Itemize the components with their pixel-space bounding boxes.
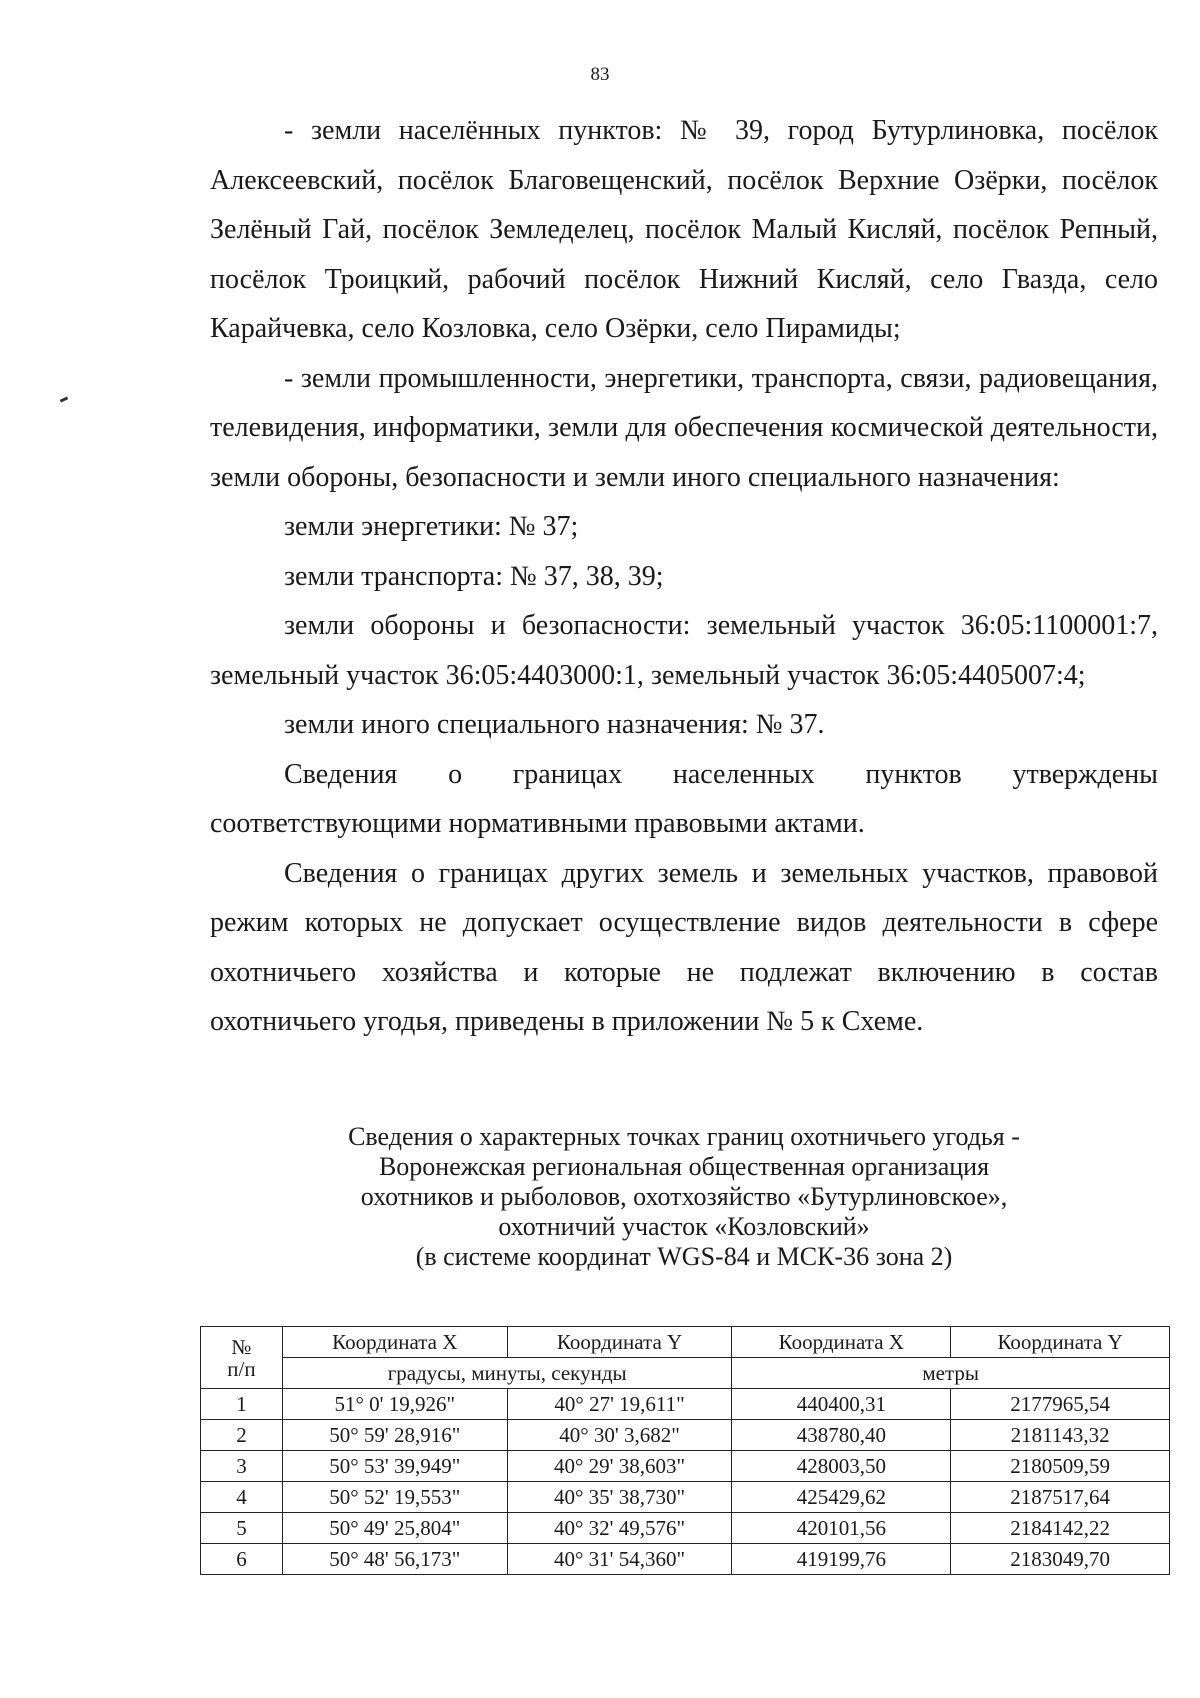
header-number-sublabel: п/п: [227, 1356, 256, 1381]
table-title: [210, 1122, 1158, 1272]
body-text: [210, 106, 1158, 1047]
y-meters: 2183049,70: [951, 1544, 1170, 1575]
header-x-meters: Координата X: [732, 1327, 951, 1358]
y-meters: 2187517,64: [951, 1482, 1170, 1513]
table-title-line: (в системе координат WGS-84 и МСК-36 зона 2): [415, 1242, 953, 1271]
point-number: 1: [201, 1389, 283, 1420]
y-meters: 2181143,32: [951, 1420, 1170, 1451]
y-degrees: 40° 29' 38,603": [507, 1451, 732, 1482]
table-title-line: Сведения о характерных точках границ охотничьего угодья -: [348, 1122, 1020, 1151]
x-degrees: 50° 52' 19,553": [282, 1482, 507, 1513]
header-y-meters: Координата Y: [951, 1327, 1170, 1358]
table-row: [201, 1544, 1170, 1575]
table-row: [201, 1513, 1170, 1544]
x-meters: 425429,62: [732, 1482, 951, 1513]
table-row: [201, 1451, 1170, 1482]
table-row: [201, 1482, 1170, 1513]
y-degrees: 40° 31' 54,360": [507, 1544, 732, 1575]
point-number: 5: [201, 1513, 283, 1544]
y-meters: 2180509,59: [951, 1451, 1170, 1482]
table-title-line: охотников и рыболовов, охотхозяйство «Бутурлиновское»,: [360, 1182, 1008, 1211]
x-meters: 419199,76: [732, 1544, 951, 1575]
paragraph-energy-lands: земли энергетики: № 37;: [284, 511, 579, 542]
y-degrees: 40° 35' 38,730": [507, 1482, 732, 1513]
table-row: [201, 1420, 1170, 1451]
paragraph-settlement-borders: Сведения о границах населенных пунктов утверждены соответствующими нормативными правовыми актами.: [210, 758, 1158, 839]
point-number: 4: [201, 1482, 283, 1513]
y-degrees: 40° 30' 3,682": [507, 1420, 732, 1451]
x-degrees: 50° 53' 39,949": [282, 1451, 507, 1482]
table-units-row: [201, 1358, 1170, 1389]
x-degrees: 51° 0' 19,926": [282, 1389, 507, 1420]
y-degrees: 40° 27' 19,611": [507, 1389, 732, 1420]
x-degrees: 50° 49' 25,804": [282, 1513, 507, 1544]
y-degrees: 40° 32' 49,576": [507, 1513, 732, 1544]
x-degrees: 50° 59' 28,916": [282, 1420, 507, 1451]
x-meters: 428003,50: [732, 1451, 951, 1482]
table-title-line: охотничий участок «Козловский»: [498, 1212, 870, 1241]
point-number: 3: [201, 1451, 283, 1482]
table-title-line: Воронежская региональная общественная организация: [378, 1152, 990, 1181]
page-number: 83: [590, 64, 610, 85]
point-number: 2: [201, 1420, 283, 1451]
table-header-row: [201, 1327, 1170, 1358]
paragraph-defense-lands: земли обороны и безопасности: земельный участок 36:05:1100001:7, земельный участок 36:05:4403000:1, земельный участок 36:05:4405007:4;: [210, 610, 1158, 691]
stray-mark: [60, 396, 69, 402]
paragraph-settlement-lands: - земли населённых пунктов: № 39, город Бутурлиновка, посёлок Алексеевский, посёлок Благовещенский, посёлок Верхние Озёрки, посёлок Зелёный Гай, посёлок Земледелец, посёлок Малый Кисляй, посёлок Репный, посёлок Троицкий, рабочий посёлок Нижний Кисляй, село Гвазда, село Карайчевка, село Козловка, село Озёрки, село Пирамиды;: [210, 115, 1158, 344]
x-meters: 420101,56: [732, 1513, 951, 1544]
header-number-label: №: [231, 1334, 252, 1359]
units-meters: метры: [732, 1358, 1170, 1389]
x-degrees: 50° 48' 56,173": [282, 1544, 507, 1575]
paragraph-industrial-lands: - земли промышленности, энергетики, транспорта, связи, радиовещания, телевидения, информатики, земли для обеспечения космической деятельности, земли обороны, безопасности и земли иного специального назначения:: [210, 362, 1158, 493]
paragraph-other-lands: Сведения о границах других земель и земельных участков, правовой режим которых не допускает осуществление видов деятельности в сфере охотничьего хозяйства и которые не подлежат включению в состав охотничьего угодья, приведены в приложении № 5 к Схеме.: [210, 857, 1158, 1037]
header-y-degrees: Координата Y: [507, 1327, 732, 1358]
point-number: 6: [201, 1544, 283, 1575]
coordinates-table: [200, 1326, 1170, 1575]
table-row: [201, 1389, 1170, 1420]
y-meters: 2184142,22: [951, 1513, 1170, 1544]
y-meters: 2177965,54: [951, 1389, 1170, 1420]
units-degrees: градусы, минуты, секунды: [282, 1358, 732, 1389]
header-number-cell: [201, 1327, 283, 1389]
x-meters: 438780,40: [732, 1420, 951, 1451]
paragraph-special-lands: земли иного специального назначения: № 37.: [284, 709, 825, 740]
x-meters: 440400,31: [732, 1389, 951, 1420]
paragraph-transport-lands: земли транспорта: № 37, 38, 39;: [284, 560, 664, 592]
header-x-degrees: Координата X: [282, 1327, 507, 1358]
